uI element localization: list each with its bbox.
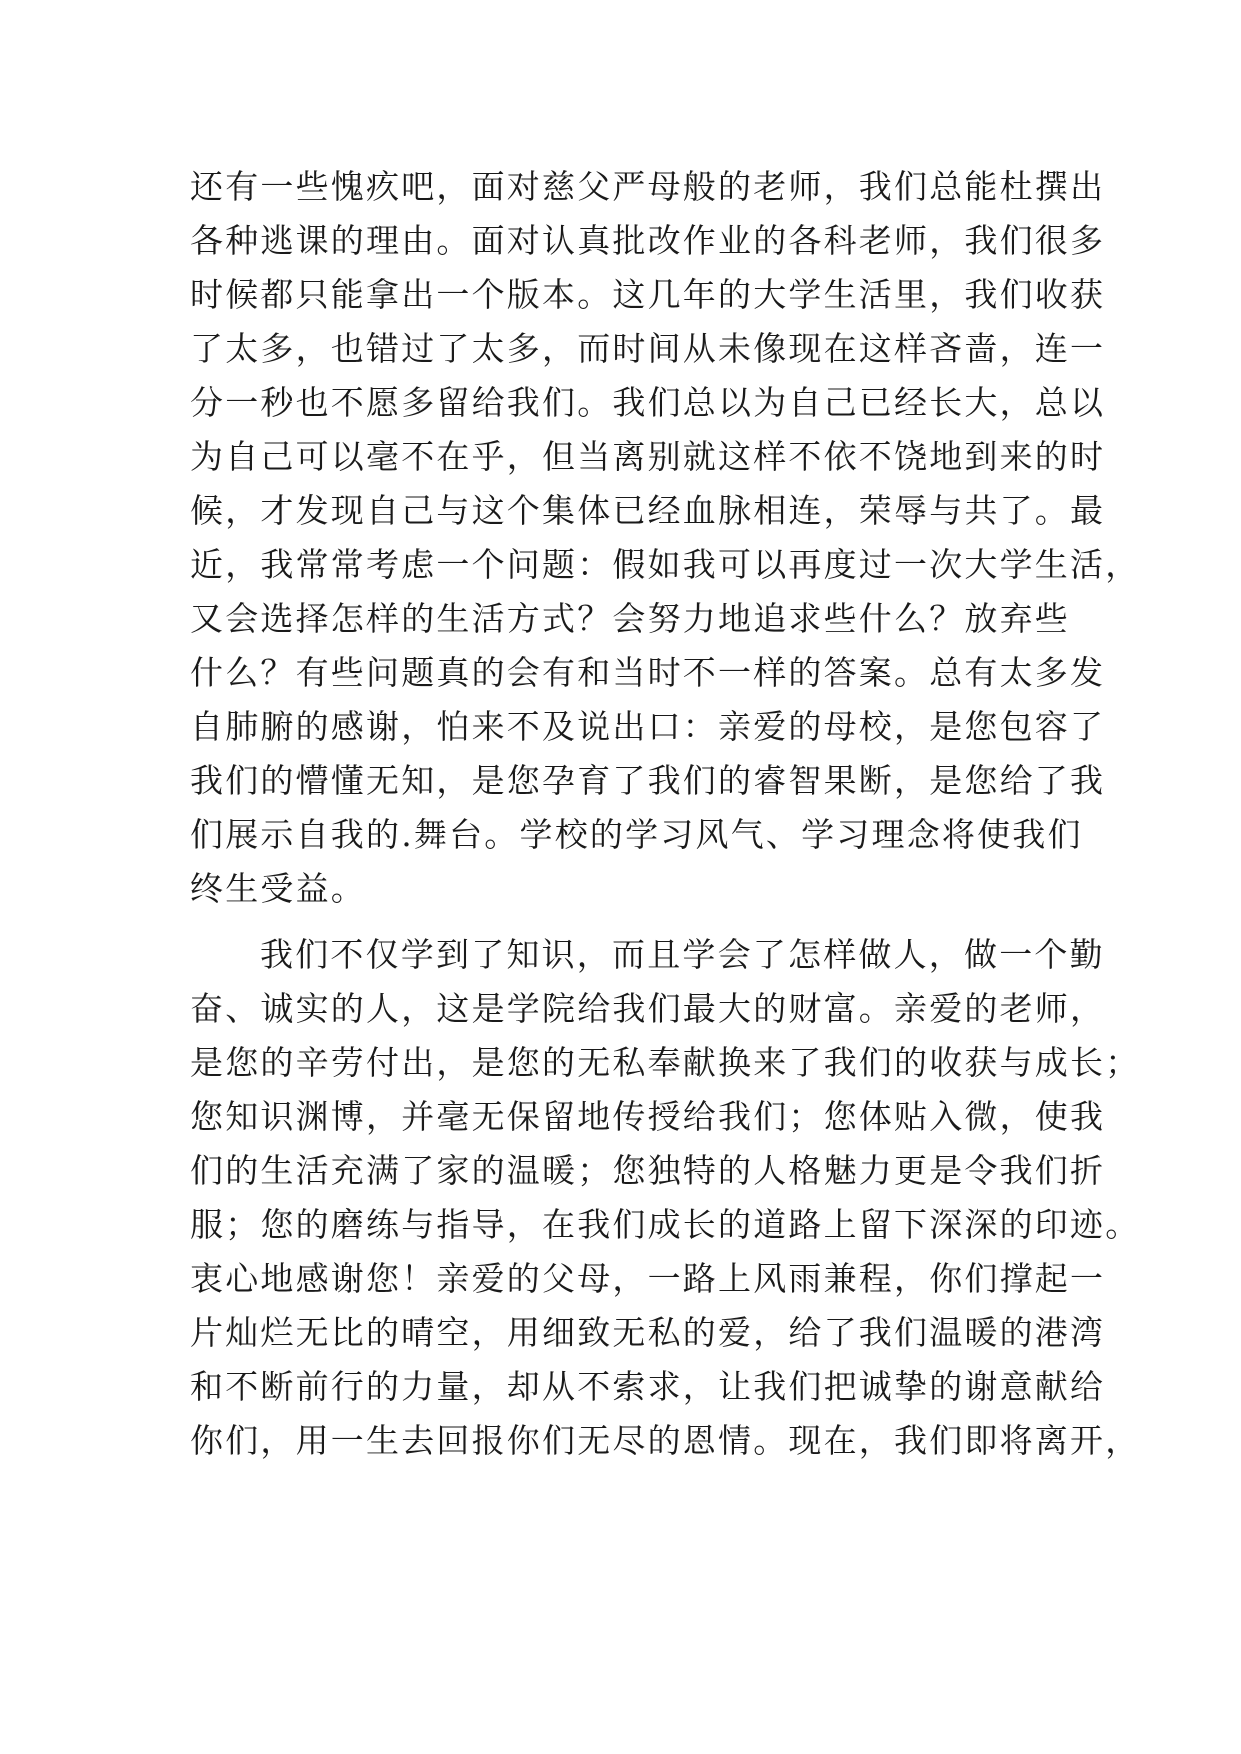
text-line: 片灿烂无比的晴空，用细致无私的爱，给了我们温暖的港湾 [190,1313,1106,1352]
text-line: 又会选择怎样的生活方式？会努力地追求些什么？放弃些 [190,599,1070,638]
text-line: 分一秒也不愿多留给我们。我们总以为自己已经长大，总以 [190,383,1106,422]
body-text [190,160,1141,1468]
text-line: 什么？有些问题真的会有和当时不一样的答案。总有太多发 [190,653,1106,692]
text-line: 时候都只能拿出一个版本。这几年的大学生活里，我们收获 [190,275,1106,314]
text-line: 你们，用一生去回报你们无尽的恩情。现在，我们即将离开， [190,1421,1141,1460]
text-line: 和不断前行的力量，却从不索求，让我们把诚挚的谢意献给 [190,1367,1106,1406]
paragraph-1 [190,160,1141,916]
text-line: 自肺腑的感谢，怕来不及说出口：亲爱的母校，是您包容了 [190,707,1106,746]
text-line: 各种逃课的理由。面对认真批改作业的各科老师，我们很多 [190,221,1106,260]
text-line: 终生受益。 [190,869,366,908]
text-line: 了太多，也错过了太多，而时间从未像现在这样吝啬，连一 [190,329,1106,368]
text-line: 衷心地感谢您！亲爱的父母，一路上风雨兼程，你们撑起一 [190,1259,1106,1298]
text-line: 您知识渊博，并毫无保留地传授给我们；您体贴入微，使我 [190,1097,1106,1136]
text-line: 还有一些愧疚吧，面对慈父严母般的老师，我们总能杜撰出 [190,167,1106,206]
text-line: 是您的辛劳付出，是您的无私奉献换来了我们的收获与成长； [190,1043,1141,1082]
paragraph-2 [190,928,1141,1468]
text-line: 奋、诚实的人，这是学院给我们最大的财富。亲爱的老师， [190,989,1106,1028]
text-line: 我们不仅学到了知识，而且学会了怎样做人，做一个勤 [260,935,1105,974]
text-line: 候，才发现自己与这个集体已经血脉相连，荣辱与共了。最 [190,491,1106,530]
text-line: 们展示自我的.舞台。学校的学习风气、学习理念将使我们 [190,815,1083,854]
text-line: 为自己可以毫不在乎，但当离别就这样不依不饶地到来的时 [190,437,1106,476]
paragraph-spacer [190,916,1070,928]
text-line: 们的生活充满了家的温暖；您独特的人格魅力更是令我们折 [190,1151,1106,1190]
text-line: 服；您的磨练与指导，在我们成长的道路上留下深深的印迹。 [190,1205,1141,1244]
text-line: 近，我常常考虑一个问题：假如我可以再度过一次大学生活， [190,545,1141,584]
text-line: 我们的懵懂无知，是您孕育了我们的睿智果断，是您给了我 [190,761,1106,800]
